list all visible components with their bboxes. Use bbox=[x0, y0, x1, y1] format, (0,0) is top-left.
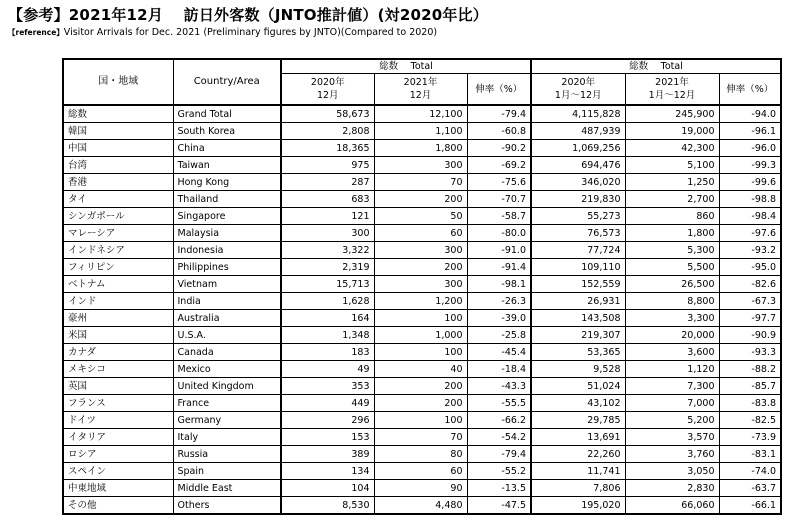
country-name-jp: メキシコ bbox=[63, 361, 173, 378]
cell-yrate: -83.8 bbox=[719, 395, 781, 412]
cell-y2021: 245,900 bbox=[625, 105, 719, 123]
table-row bbox=[63, 123, 781, 140]
cell-y2020: 219,307 bbox=[531, 327, 625, 344]
country-name-jp: シンガポール bbox=[63, 208, 173, 225]
visitor-arrivals-table bbox=[62, 58, 782, 515]
cell-mrate: -39.0 bbox=[467, 310, 531, 327]
cell-y2020: 143,508 bbox=[531, 310, 625, 327]
header-dec-2021: 2021年 12月 bbox=[374, 74, 467, 106]
cell-y2020: 195,020 bbox=[531, 497, 625, 515]
table-row bbox=[63, 327, 781, 344]
country-name-en: China bbox=[173, 140, 281, 157]
cell-y2021: 42,300 bbox=[625, 140, 719, 157]
cell-mrate: -55.5 bbox=[467, 395, 531, 412]
cell-m2021: 200 bbox=[374, 395, 467, 412]
country-name-jp: ドイツ bbox=[63, 412, 173, 429]
country-name-en: Spain bbox=[173, 463, 281, 480]
cell-m2020: 2,808 bbox=[281, 123, 374, 140]
cell-y2020: 51,024 bbox=[531, 378, 625, 395]
cell-m2021: 70 bbox=[374, 429, 467, 446]
cell-m2020: 1,348 bbox=[281, 327, 374, 344]
cell-mrate: -70.7 bbox=[467, 191, 531, 208]
cell-y2020: 77,724 bbox=[531, 242, 625, 259]
cell-m2021: 50 bbox=[374, 208, 467, 225]
table-row bbox=[63, 105, 781, 123]
cell-yrate: -83.1 bbox=[719, 446, 781, 463]
header-dec-2020: 2020年 12月 bbox=[281, 74, 374, 106]
cell-m2021: 70 bbox=[374, 174, 467, 191]
country-name-en: France bbox=[173, 395, 281, 412]
cell-y2021: 3,760 bbox=[625, 446, 719, 463]
cell-mrate: -45.4 bbox=[467, 344, 531, 361]
table-body bbox=[63, 105, 781, 514]
cell-m2020: 134 bbox=[281, 463, 374, 480]
country-name-jp: 中国 bbox=[63, 140, 173, 157]
cell-y2020: 152,559 bbox=[531, 276, 625, 293]
cell-y2021: 2,700 bbox=[625, 191, 719, 208]
cell-yrate: -93.3 bbox=[719, 344, 781, 361]
table-row bbox=[63, 208, 781, 225]
country-name-jp: 総数 bbox=[63, 105, 173, 123]
cell-y2020: 487,939 bbox=[531, 123, 625, 140]
cell-y2021: 860 bbox=[625, 208, 719, 225]
cell-yrate: -96.0 bbox=[719, 140, 781, 157]
cell-yrate: -63.7 bbox=[719, 480, 781, 497]
cell-m2020: 353 bbox=[281, 378, 374, 395]
table-row bbox=[63, 191, 781, 208]
cell-mrate: -91.0 bbox=[467, 242, 531, 259]
cell-mrate: -18.4 bbox=[467, 361, 531, 378]
cell-y2021: 3,050 bbox=[625, 463, 719, 480]
page-subtitle bbox=[8, 27, 437, 38]
cell-y2021: 1,250 bbox=[625, 174, 719, 191]
cell-m2020: 296 bbox=[281, 412, 374, 429]
cell-m2021: 1,000 bbox=[374, 327, 467, 344]
cell-m2021: 300 bbox=[374, 242, 467, 259]
cell-m2021: 60 bbox=[374, 225, 467, 242]
table-row bbox=[63, 174, 781, 191]
cell-yrate: -97.6 bbox=[719, 225, 781, 242]
cell-m2020: 15,713 bbox=[281, 276, 374, 293]
cell-yrate: -94.0 bbox=[719, 105, 781, 123]
cell-m2021: 90 bbox=[374, 480, 467, 497]
table-row bbox=[63, 463, 781, 480]
table-row bbox=[63, 412, 781, 429]
country-name-en: Middle East bbox=[173, 480, 281, 497]
cell-y2021: 5,100 bbox=[625, 157, 719, 174]
country-name-en: Mexico bbox=[173, 361, 281, 378]
table-row bbox=[63, 497, 781, 515]
header-month-total: 総数 Total bbox=[281, 59, 531, 74]
cell-mrate: -13.5 bbox=[467, 480, 531, 497]
cell-y2021: 19,000 bbox=[625, 123, 719, 140]
country-name-jp: ベトナム bbox=[63, 276, 173, 293]
country-name-en: Taiwan bbox=[173, 157, 281, 174]
country-name-jp: 韓国 bbox=[63, 123, 173, 140]
country-name-jp: インド bbox=[63, 293, 173, 310]
page-title: 【参考】2021年12月 訪日外客数（JNTO推計値）(対2020年比） bbox=[8, 6, 488, 24]
header-ytd-total: 総数 Total bbox=[531, 59, 781, 74]
header-country-jp: 国・地域 bbox=[63, 59, 173, 105]
country-name-en: Indonesia bbox=[173, 242, 281, 259]
country-name-en: South Korea bbox=[173, 123, 281, 140]
cell-y2021: 1,120 bbox=[625, 361, 719, 378]
cell-y2021: 7,300 bbox=[625, 378, 719, 395]
cell-mrate: -58.7 bbox=[467, 208, 531, 225]
cell-y2020: 346,020 bbox=[531, 174, 625, 191]
cell-mrate: -90.2 bbox=[467, 140, 531, 157]
country-name-jp: マレーシア bbox=[63, 225, 173, 242]
table-row bbox=[63, 429, 781, 446]
country-name-jp: カナダ bbox=[63, 344, 173, 361]
table-row bbox=[63, 378, 781, 395]
country-name-jp: イタリア bbox=[63, 429, 173, 446]
table-row bbox=[63, 242, 781, 259]
reference-tag: 【reference】 bbox=[8, 28, 64, 37]
cell-y2020: 4,115,828 bbox=[531, 105, 625, 123]
cell-y2021: 26,500 bbox=[625, 276, 719, 293]
cell-yrate: -99.3 bbox=[719, 157, 781, 174]
cell-m2020: 287 bbox=[281, 174, 374, 191]
cell-yrate: -88.2 bbox=[719, 361, 781, 378]
cell-mrate: -80.0 bbox=[467, 225, 531, 242]
cell-yrate: -74.0 bbox=[719, 463, 781, 480]
country-name-en: Italy bbox=[173, 429, 281, 446]
country-name-en: Malaysia bbox=[173, 225, 281, 242]
country-name-jp: 英国 bbox=[63, 378, 173, 395]
cell-m2020: 449 bbox=[281, 395, 374, 412]
country-name-jp: フィリピン bbox=[63, 259, 173, 276]
cell-mrate: -43.3 bbox=[467, 378, 531, 395]
cell-mrate: -75.6 bbox=[467, 174, 531, 191]
cell-y2021: 8,800 bbox=[625, 293, 719, 310]
cell-m2020: 49 bbox=[281, 361, 374, 378]
cell-yrate: -98.4 bbox=[719, 208, 781, 225]
cell-m2020: 3,322 bbox=[281, 242, 374, 259]
cell-yrate: -99.6 bbox=[719, 174, 781, 191]
table-row bbox=[63, 395, 781, 412]
country-name-jp: ロシア bbox=[63, 446, 173, 463]
country-name-jp: タイ bbox=[63, 191, 173, 208]
cell-m2021: 200 bbox=[374, 259, 467, 276]
cell-yrate: -66.1 bbox=[719, 497, 781, 515]
cell-mrate: -47.5 bbox=[467, 497, 531, 515]
cell-m2020: 121 bbox=[281, 208, 374, 225]
header-month-rate: 伸率（%） bbox=[467, 74, 531, 106]
cell-y2020: 7,806 bbox=[531, 480, 625, 497]
cell-m2020: 2,319 bbox=[281, 259, 374, 276]
cell-yrate: -98.8 bbox=[719, 191, 781, 208]
cell-yrate: -96.1 bbox=[719, 123, 781, 140]
cell-mrate: -79.4 bbox=[467, 446, 531, 463]
cell-mrate: -69.2 bbox=[467, 157, 531, 174]
country-name-jp: フランス bbox=[63, 395, 173, 412]
cell-mrate: -66.2 bbox=[467, 412, 531, 429]
header-country-en: Country/Area bbox=[173, 59, 281, 105]
cell-y2020: 26,931 bbox=[531, 293, 625, 310]
country-name-en: United Kingdom bbox=[173, 378, 281, 395]
cell-y2020: 53,365 bbox=[531, 344, 625, 361]
cell-m2020: 975 bbox=[281, 157, 374, 174]
table-row bbox=[63, 361, 781, 378]
cell-yrate: -93.2 bbox=[719, 242, 781, 259]
country-name-jp: スペイン bbox=[63, 463, 173, 480]
cell-m2021: 100 bbox=[374, 310, 467, 327]
cell-m2021: 60 bbox=[374, 463, 467, 480]
country-name-jp: 米国 bbox=[63, 327, 173, 344]
cell-m2020: 153 bbox=[281, 429, 374, 446]
cell-m2021: 4,480 bbox=[374, 497, 467, 515]
cell-m2021: 200 bbox=[374, 191, 467, 208]
cell-m2021: 300 bbox=[374, 157, 467, 174]
cell-yrate: -82.5 bbox=[719, 412, 781, 429]
country-name-en: India bbox=[173, 293, 281, 310]
subtitle-text: Visitor Arrivals for Dec. 2021 (Preliminary figures by JNTO)(Compared to 2020) bbox=[63, 27, 438, 38]
cell-m2021: 40 bbox=[374, 361, 467, 378]
cell-m2020: 58,673 bbox=[281, 105, 374, 123]
table-row bbox=[63, 225, 781, 242]
country-name-en: Singapore bbox=[173, 208, 281, 225]
cell-m2020: 1,628 bbox=[281, 293, 374, 310]
cell-m2021: 1,800 bbox=[374, 140, 467, 157]
cell-y2021: 5,200 bbox=[625, 412, 719, 429]
cell-m2021: 300 bbox=[374, 276, 467, 293]
cell-y2021: 3,600 bbox=[625, 344, 719, 361]
country-name-jp: 豪州 bbox=[63, 310, 173, 327]
cell-y2020: 13,691 bbox=[531, 429, 625, 446]
country-name-jp: 中東地域 bbox=[63, 480, 173, 497]
cell-y2021: 3,300 bbox=[625, 310, 719, 327]
cell-mrate: -26.3 bbox=[467, 293, 531, 310]
cell-y2021: 7,000 bbox=[625, 395, 719, 412]
cell-yrate: -82.6 bbox=[719, 276, 781, 293]
country-name-en: U.S.A. bbox=[173, 327, 281, 344]
cell-y2021: 66,060 bbox=[625, 497, 719, 515]
cell-m2020: 8,530 bbox=[281, 497, 374, 515]
table-row bbox=[63, 259, 781, 276]
cell-m2020: 164 bbox=[281, 310, 374, 327]
cell-y2020: 219,830 bbox=[531, 191, 625, 208]
cell-mrate: -55.2 bbox=[467, 463, 531, 480]
cell-yrate: -85.7 bbox=[719, 378, 781, 395]
country-name-en: Grand Total bbox=[173, 105, 281, 123]
cell-y2020: 1,069,256 bbox=[531, 140, 625, 157]
cell-m2020: 389 bbox=[281, 446, 374, 463]
header-ytd-2021: 2021年 1月～12月 bbox=[625, 74, 719, 106]
cell-y2020: 22,260 bbox=[531, 446, 625, 463]
cell-m2020: 183 bbox=[281, 344, 374, 361]
cell-y2020: 9,528 bbox=[531, 361, 625, 378]
country-name-en: Thailand bbox=[173, 191, 281, 208]
cell-yrate: -95.0 bbox=[719, 259, 781, 276]
cell-y2021: 5,300 bbox=[625, 242, 719, 259]
cell-y2021: 20,000 bbox=[625, 327, 719, 344]
country-name-jp: 台湾 bbox=[63, 157, 173, 174]
cell-m2021: 12,100 bbox=[374, 105, 467, 123]
cell-mrate: -91.4 bbox=[467, 259, 531, 276]
cell-y2021: 3,570 bbox=[625, 429, 719, 446]
cell-mrate: -98.1 bbox=[467, 276, 531, 293]
country-name-en: Vietnam bbox=[173, 276, 281, 293]
cell-y2020: 11,741 bbox=[531, 463, 625, 480]
cell-mrate: -79.4 bbox=[467, 105, 531, 123]
country-name-en: Others bbox=[173, 497, 281, 515]
cell-yrate: -90.9 bbox=[719, 327, 781, 344]
cell-m2020: 104 bbox=[281, 480, 374, 497]
cell-mrate: -60.8 bbox=[467, 123, 531, 140]
table-row bbox=[63, 293, 781, 310]
cell-y2021: 1,800 bbox=[625, 225, 719, 242]
cell-m2021: 200 bbox=[374, 378, 467, 395]
cell-y2020: 55,273 bbox=[531, 208, 625, 225]
table-row bbox=[63, 310, 781, 327]
cell-y2020: 43,102 bbox=[531, 395, 625, 412]
cell-m2020: 300 bbox=[281, 225, 374, 242]
table-row bbox=[63, 480, 781, 497]
cell-m2020: 18,365 bbox=[281, 140, 374, 157]
header-ytd-rate: 伸率（%） bbox=[719, 74, 781, 106]
country-name-en: Canada bbox=[173, 344, 281, 361]
country-name-en: Hong Kong bbox=[173, 174, 281, 191]
table-row bbox=[63, 140, 781, 157]
cell-m2021: 1,200 bbox=[374, 293, 467, 310]
cell-m2021: 1,100 bbox=[374, 123, 467, 140]
cell-y2021: 2,830 bbox=[625, 480, 719, 497]
table-row bbox=[63, 276, 781, 293]
cell-y2020: 109,110 bbox=[531, 259, 625, 276]
cell-m2021: 80 bbox=[374, 446, 467, 463]
header-ytd-2020: 2020年 1月～12月 bbox=[531, 74, 625, 106]
country-name-jp: インドネシア bbox=[63, 242, 173, 259]
cell-y2021: 5,500 bbox=[625, 259, 719, 276]
cell-m2021: 100 bbox=[374, 344, 467, 361]
cell-y2020: 694,476 bbox=[531, 157, 625, 174]
cell-m2021: 100 bbox=[374, 412, 467, 429]
cell-yrate: -67.3 bbox=[719, 293, 781, 310]
country-name-en: Germany bbox=[173, 412, 281, 429]
cell-mrate: -25.8 bbox=[467, 327, 531, 344]
country-name-en: Australia bbox=[173, 310, 281, 327]
cell-yrate: -73.9 bbox=[719, 429, 781, 446]
table-row bbox=[63, 157, 781, 174]
table-row bbox=[63, 344, 781, 361]
country-name-jp: 香港 bbox=[63, 174, 173, 191]
cell-y2020: 29,785 bbox=[531, 412, 625, 429]
cell-mrate: -54.2 bbox=[467, 429, 531, 446]
country-name-jp: その他 bbox=[63, 497, 173, 515]
cell-m2020: 683 bbox=[281, 191, 374, 208]
cell-y2020: 76,573 bbox=[531, 225, 625, 242]
country-name-en: Philippines bbox=[173, 259, 281, 276]
cell-yrate: -97.7 bbox=[719, 310, 781, 327]
table-row bbox=[63, 446, 781, 463]
country-name-en: Russia bbox=[173, 446, 281, 463]
